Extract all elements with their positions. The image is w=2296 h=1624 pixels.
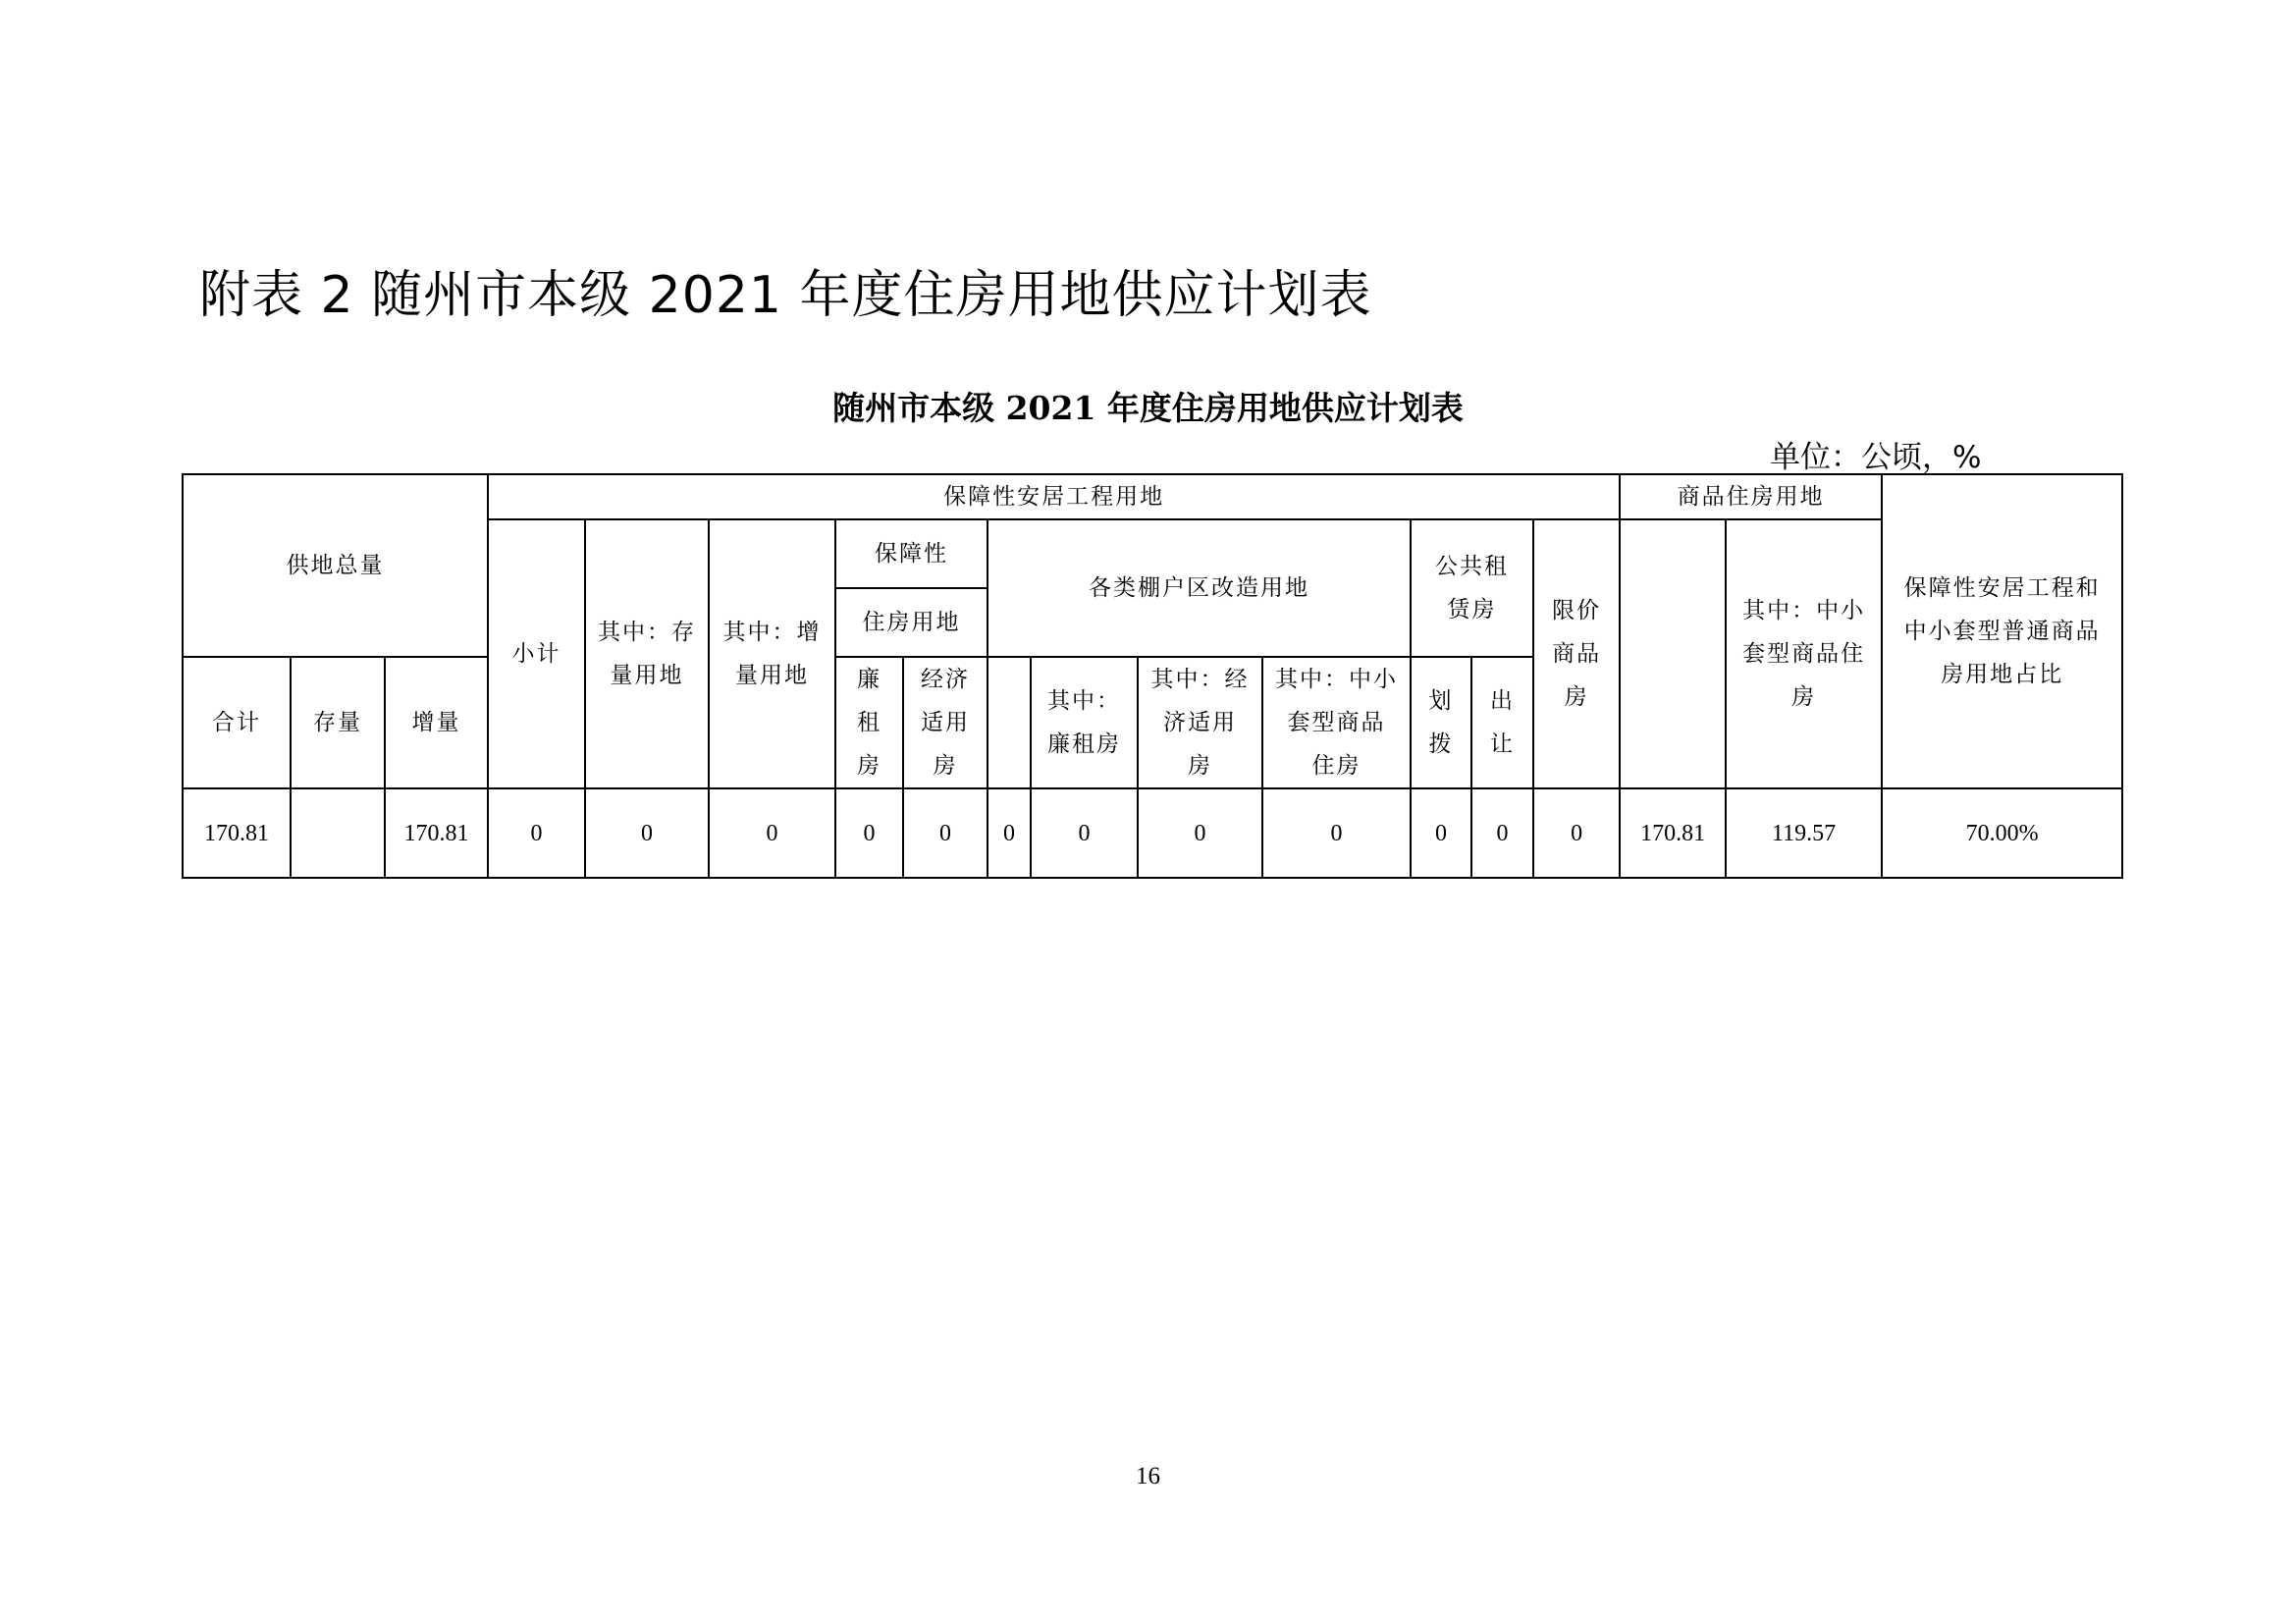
header-shanty-small: 其中：中小 套型商品 住房 [1262,657,1411,788]
value-price-capped: 0 [1533,788,1620,878]
value-shanty-low-rent: 0 [1031,788,1138,878]
value-shanty-small: 0 [1262,788,1411,878]
header-allocated: 划 拨 [1411,657,1471,788]
page-number: 16 [1136,1463,1160,1489]
header-shanty-subtotal [988,657,1031,788]
value-increment: 170.81 [385,788,488,878]
header-public-rental: 公共租 赁房 [1411,519,1533,657]
value-existing [291,788,385,878]
value-total: 170.81 [183,788,291,878]
value-new-part: 0 [709,788,835,878]
header-shantytown: 各类棚户区改造用地 [988,519,1411,657]
header-small-medium-commercial: 其中：中小 套型商品住 房 [1726,519,1882,788]
header-affordable-group: 保障性安居工程用地 [488,474,1620,519]
header-transferred: 出 让 [1471,657,1533,788]
header-affordable-housing-bottom: 住房用地 [835,588,988,657]
header-existing-part: 其中：存 量用地 [585,519,709,788]
header-total: 合计 [183,657,291,788]
value-small-medium-commercial: 119.57 [1726,788,1882,878]
value-ratio: 70.00% [1882,788,2122,878]
header-increment: 增量 [385,657,488,788]
value-allocated: 0 [1411,788,1471,878]
header-subtotal: 小计 [488,519,585,788]
value-existing-part: 0 [585,788,709,878]
value-shanty-economic: 0 [1138,788,1262,878]
value-subtotal: 0 [488,788,585,878]
header-shanty-low-rent: 其中： 廉租房 [1031,657,1138,788]
unit-label: 单位：公顷，% [1770,440,1982,475]
header-affordable-housing-top: 保障性 [835,519,988,588]
housing-land-supply-table [182,473,2123,879]
header-new-part: 其中：增 量用地 [709,519,835,788]
header-existing: 存量 [291,657,385,788]
value-transferred: 0 [1471,788,1533,878]
header-ratio: 保障性安居工程和 中小套型普通商品 房用地占比 [1882,474,2122,788]
header-economic: 经济 适用 房 [903,657,988,788]
header-shanty-economic: 其中：经 济适用 房 [1138,657,1262,788]
header-commercial-group: 商品住房用地 [1620,474,1882,519]
header-low-rent: 廉 租 房 [835,657,903,788]
header-supply-total: 供地总量 [183,474,488,657]
table-title: 随州市本级 2021 年度住房用地供应计划表 [832,389,1464,427]
header-price-capped: 限价 商品 房 [1533,519,1620,788]
table-row [183,788,2122,878]
value-economic: 0 [903,788,988,878]
header-commercial-total [1620,519,1726,788]
page-heading: 附表 2 随州市本级 2021 年度住房用地供应计划表 [199,266,1372,325]
value-commercial-total: 170.81 [1620,788,1726,878]
value-low-rent: 0 [835,788,903,878]
value-shanty-subtotal: 0 [988,788,1031,878]
